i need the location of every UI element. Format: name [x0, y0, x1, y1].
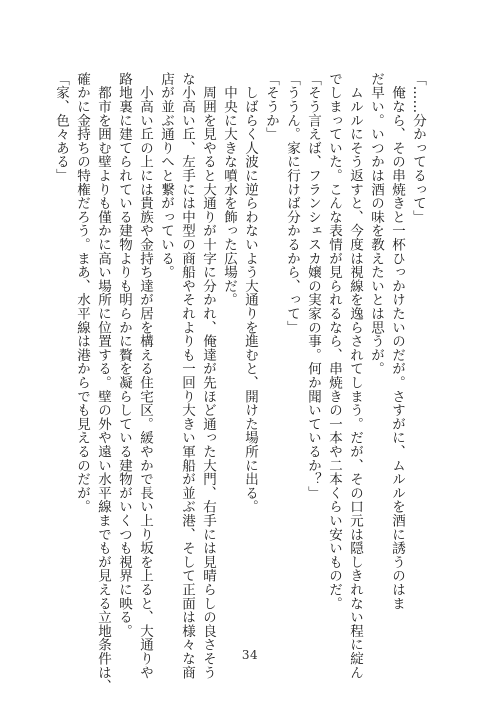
text-line: 中央に大きな噴水を飾った広場だ。 — [221, 72, 237, 307]
text-line: 小高い丘の上には貴族や金持ち達が居を構える住宅区。緩やかで長い上り坂を上ると、大通りや — [137, 72, 153, 680]
text-line: ムルルにそう返すと、今度は視線を逸らされてしまう。だが、その口元は隠しきれない程に綻ん — [347, 72, 363, 680]
text-line: な小高い丘、左手には中型の商船やそれよりも一回り大きい軍船が並ぶ港、そして正面は様々な商 — [179, 72, 195, 680]
text-line: だ早い。いつかは酒の味を教えたいとは思うが。 — [368, 72, 384, 376]
page-number: 34 — [241, 648, 259, 662]
text-line: でしまっていた。こんな表情が見られるなら、串焼きの一本や二本くらい安いものだ。 — [326, 72, 342, 611]
text-line: 店が並ぶ通りへと繋がっている。 — [158, 72, 174, 279]
text-line: 路地裏に建てられている建物よりも明らかに贅を凝らしている建物がいくつも視界に映る。 — [116, 72, 132, 638]
text-line: 「ううん。家に行けば分かるから、って」 — [284, 72, 300, 335]
text-line: 「家、色々ある」 — [53, 72, 69, 183]
text-line: 俺なら、その串焼きと一杯ひっかけたいのだが。さすがに、ムルルを酒に誘うのはま — [389, 72, 405, 611]
text-line: しばらく人波に逆らわないよう大通りを進むと、開けた場所に出る。 — [242, 72, 258, 514]
text-line: 「……分かってるって」 — [410, 72, 426, 224]
text-line: 周囲を見やると大通りが十字に分かれ、俺達が先ほど通った大門、右手には見晴らしの良さそう — [200, 72, 216, 680]
text-line: 確かに金持ちの特権だろう。まあ、水平線は港からでも見えるのだが。 — [74, 72, 90, 514]
text-line: 都市を囲む壁よりも僅かに高い場所に位置する。壁の外や遠い水平線までもが見える立地条件は、 — [95, 72, 111, 693]
text-line: 「そうか」 — [263, 72, 279, 141]
text-line: 「そう言えば、フランシェスカ嬢の実家の事。何か聞いているか？」 — [305, 72, 321, 500]
